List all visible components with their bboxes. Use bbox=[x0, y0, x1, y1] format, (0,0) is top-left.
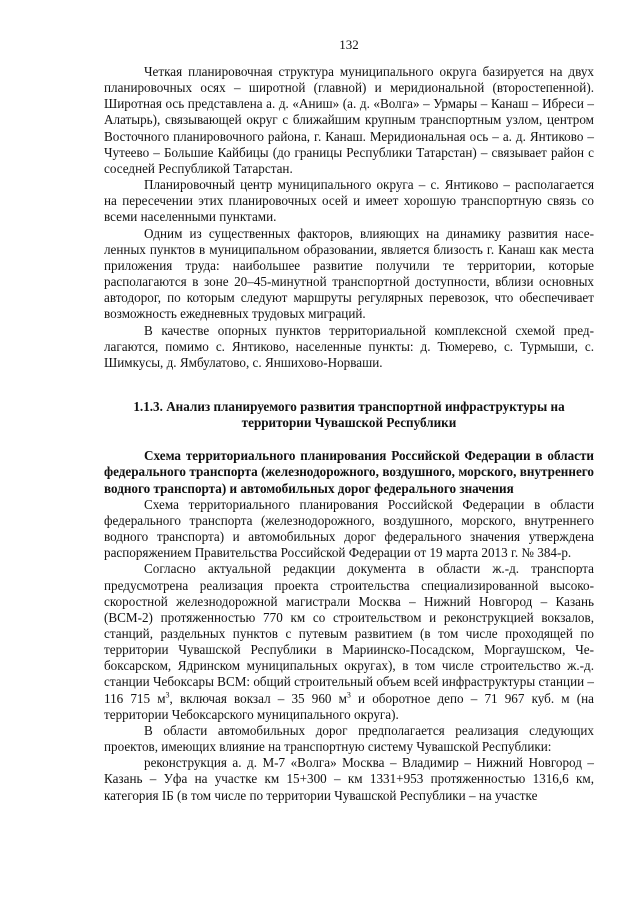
paragraph-road-projects: В области автомобильных дорог предполагается реализация следующих проектов, имеющих влияние на транспортную систему Чувашской Республики: bbox=[104, 722, 594, 755]
page-content bbox=[104, 64, 594, 804]
paragraph-vsm-project bbox=[104, 561, 594, 723]
paragraph-planning-center: Планировочный центр муниципального округа – с. Янтиково – располагается на пересечении этих планировочных осей и имеет хорошую транспортную связь со всеми населенными пунктами. bbox=[104, 177, 594, 225]
paragraph-support-points: В качестве опорных пунктов территориальной комплексной схемой предлагаются, помимо с. Янтиково, населенные пункты: д. Тюмерево, с. Турмыши, с. Шимкусы, д. Ямбулатово, с. Яншихово-Норваши. bbox=[104, 322, 594, 370]
subsection-spacer bbox=[104, 431, 594, 448]
page-number: 132 bbox=[339, 37, 359, 52]
cubic-superscript: 3 bbox=[165, 690, 170, 700]
vsm-text-mid: , включая вокзал – 35 960 м bbox=[169, 690, 347, 706]
vsm-text-tail: и оборотное депо – 71 967 куб. м (на территории Чебоксарского муниципального округа). bbox=[104, 690, 594, 722]
paragraph-kanash-proximity: Одним из существенных факторов, влияющих на динамику развития населенных пунктов в муниципальном образовании, является близость г. Канаш как места приложения труда: наибольшее развитие получили те территории, которые располагаются в зоне 20–45-минутной транспортной доступности, вблизи основных автодорог, по которым следуют маршруты регулярных перевозок, что обеспечивает возможность ежедневных трудовых миграций. bbox=[104, 225, 594, 322]
paragraph-planning-axes: Четкая планировочная структура муниципального округа базируется на двух планировочных осях – широтной (главной) и меридиональной (второстепенной). Широтная ось представлена а. д. «Аниш» (а. д. «Волга» – Урмары – Канаш – Ибреси – Алатырь), связывающей округ с ближайшим крупным транспортным узлом, центром Восточного планировочного района, г. Канаш. Меридиональная ось – а. д. Янтиково – Чутеево – Большие Кайбицы (до границы Республики Татарстан) – связывает район с соседней Республикой Татарстан. bbox=[104, 64, 594, 176]
section-spacer bbox=[104, 371, 594, 399]
subheading-federal-scheme: Схема территориального планирования Российской Федерации в области федерального транспорта (железнодорожного, воздушного, морского, внутреннего водного транспорта) и автомобильных дорог федерального значения bbox=[104, 448, 594, 496]
paragraph-scheme-approval: Схема территориального планирования Российской Федерации в области федерального транспорта (железнодорожного, воздушного, морского, внутреннего водного транспорта) и автомобильных дорог федерального значения утверждена распоряжением Правительства Российской Федерации от 19 марта 2013 г. № 384-р. bbox=[104, 496, 594, 561]
section-heading: 1.1.3. Анализ планируемого развития транспортной инфраструктуры на территории Чувашской Республики bbox=[133, 398, 565, 431]
cubic-superscript-2: 3 bbox=[346, 690, 351, 700]
vsm-text-main: Согласно актуальной редакции документа в области ж.-д. транспорта предусмотрена реализация проекта строительства специализированной высокоскоростной железнодорожной магистрали Москва – Нижний Новгород – Казань (ВСМ-2) протяженностью 770 км со строительством и реконструкцией вокзалов, станций, раздельных пунктов с путевым развитием (в том числе проходящей по территории Чувашской Республики в Мариинско-Посадском, Моргаушском, Чебоксарском, Ядринском муниципальных округах), в том числе строительство ж.-д. станции Чебоксары ВСМ: общий строительный объем всей инфраструктуры станции – 116 715 м bbox=[104, 561, 594, 706]
paragraph-m7-reconstruction: реконструкция а. д. М-7 «Волга» Москва – Владимир – Нижний Новгород – Казань – Уфа на участке км 15+300 – км 1331+953 протяженностью 1316,6 км, категория IБ (в том числе по территории Чувашской Республики – на участке bbox=[104, 755, 594, 803]
